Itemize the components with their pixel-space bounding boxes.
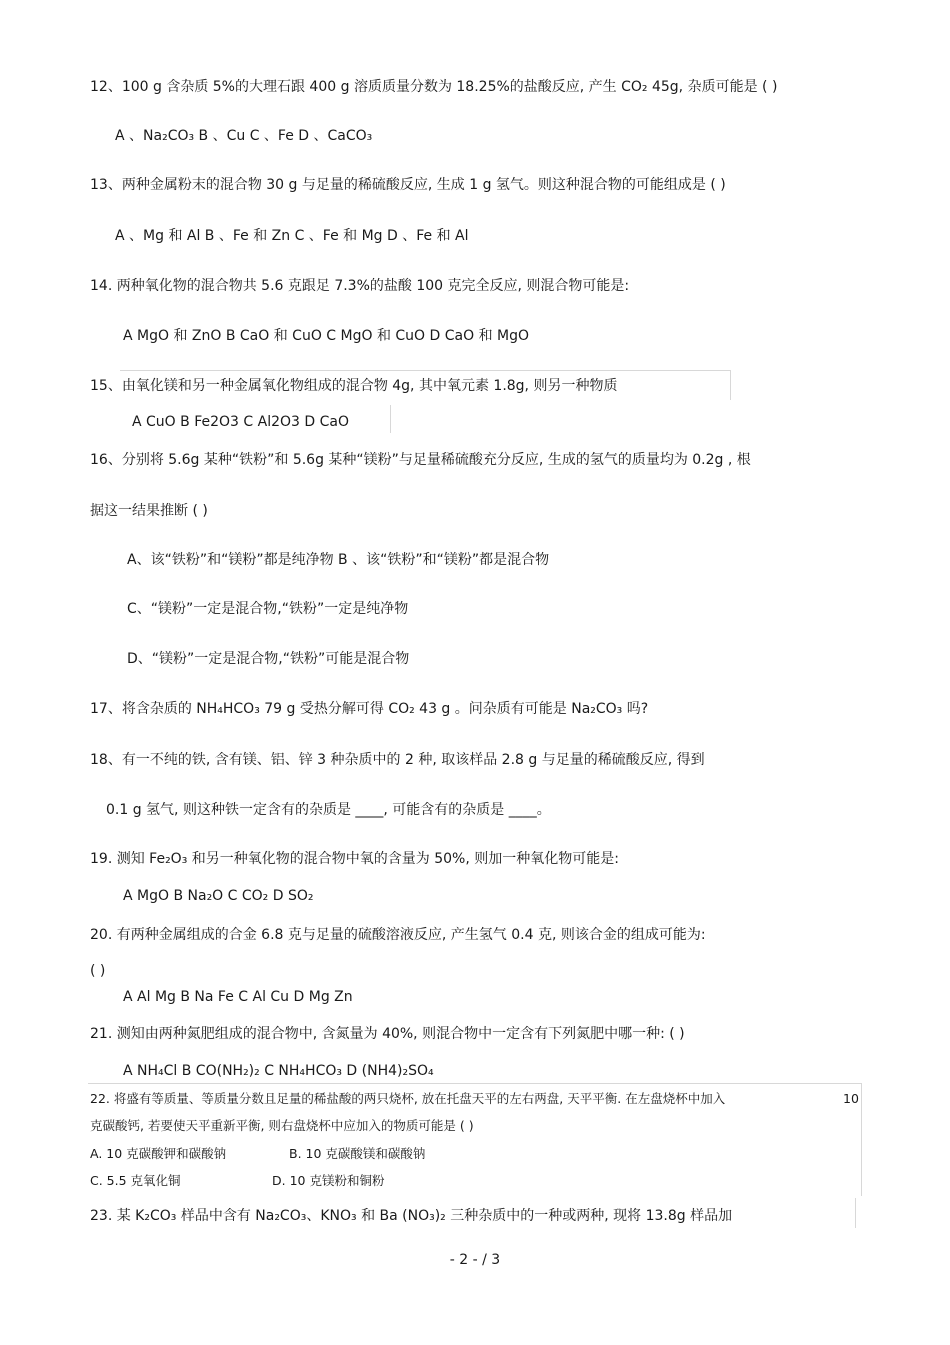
- q20-stem-line2: ( ): [90, 963, 106, 979]
- q12-options: A 、Na₂CO₃ B 、Cu C 、Fe D 、CaCO₃: [115, 128, 373, 144]
- q12-stem: 12、100 g 含杂质 5%的大理石跟 400 g 溶质质量分数为 18.25%的盐酸反应, 产生 CO₂ 45g, 杂质可能是 ( ): [90, 79, 778, 95]
- q16-option-d: D、“镁粉”一定是混合物,“铁粉”可能是混合物: [127, 651, 410, 667]
- q20-stem-line1: 20. 有两种金属组成的合金 6.8 克与足量的硫酸溶液反应, 产生氢气 0.4 克, 则该合金的组成可能为:: [90, 927, 706, 943]
- q22-stem-line1: 22. 将盛有等质量、等质量分数且足量的稀盐酸的两只烧杯, 放在托盘天平的左右两盘, 天平平衡. 在左盘烧杯中加入: [90, 1091, 726, 1106]
- q15-stem: 15、由氧化镁和另一种金属氧化物组成的混合物 4g, 其中氧元素 1.8g, 则另一种物质: [90, 378, 618, 394]
- q16-option-c: C、“镁粉”一定是混合物,“铁粉”一定是纯净物: [127, 601, 409, 617]
- q14-options: A MgO 和 ZnO B CaO 和 CuO C MgO 和 CuO D CaO 和 MgO: [123, 328, 530, 344]
- q19-stem: 19. 测知 Fe₂O₃ 和另一种氧化物的混合物中氧的含量为 50%, 则加一种氧化物可能是:: [90, 851, 619, 867]
- q16-stem-line1: 16、分别将 5.6g 某种“铁粉”和 5.6g 某种“镁粉”与足量稀硫酸充分反应, 生成的氢气的质量均为 0.2g , 根: [90, 452, 751, 468]
- q21-stem: 21. 测知由两种氮肥组成的混合物中, 含氮量为 40%, 则混合物中一定含有下列氮肥中哪一种: ( ): [90, 1026, 685, 1042]
- q22-option-d: D. 10 克镁粉和铜粉: [272, 1173, 385, 1188]
- q18-stem-line2: 0.1 g 氢气, 则这种铁一定含有的杂质是 ____, 可能含有的杂质是 ____。: [106, 802, 551, 818]
- q13-stem: 13、两种金属粉末的混合物 30 g 与足量的稀硫酸反应, 生成 1 g 氢气。则这种混合物的可能组成是 ( ): [90, 177, 726, 193]
- q22-stem-line1-tail: 10: [843, 1091, 859, 1106]
- q15-options: A CuO B Fe2O3 C Al2O3 D CaO: [132, 414, 349, 430]
- q16-options-ab: A、该“铁粉”和“镁粉”都是纯净物 B 、该“铁粉”和“镁粉”都是混合物: [127, 552, 550, 568]
- q23-stem: 23. 某 K₂CO₃ 样品中含有 Na₂CO₃、KNO₃ 和 Ba (NO₃)₂ 三种杂质中的一种或两种, 现将 13.8g 样品加: [90, 1208, 733, 1224]
- q16-stem-line2: 据这一结果推断 ( ): [90, 503, 208, 519]
- q13-options: A 、Mg 和 Al B 、Fe 和 Zn C 、Fe 和 Mg D 、Fe 和 Al: [115, 228, 469, 244]
- q22-stem-line2: 克碳酸钙, 若要使天平重新平衡, 则右盘烧杯中应加入的物质可能是 ( ): [90, 1118, 474, 1133]
- q14-stem: 14. 两种氧化物的混合物共 5.6 克跟足 7.3%的盐酸 100 克完全反应, 则混合物可能是:: [90, 278, 630, 294]
- page-number: - 2 - / 3: [449, 1252, 501, 1268]
- q22-option-a: A. 10 克碳酸钾和碳酸钠: [90, 1146, 227, 1161]
- q18-stem-line1: 18、有一不纯的铁, 含有镁、铝、锌 3 种杂质中的 2 种, 取该样品 2.8 g 与足量的稀硫酸反应, 得到: [90, 752, 705, 768]
- q20-options: A Al Mg B Na Fe C Al Cu D Mg Zn: [123, 989, 353, 1005]
- q22-option-c: C. 5.5 克氧化铜: [90, 1173, 181, 1188]
- q19-options: A MgO B Na₂O C CO₂ D SO₂: [123, 888, 314, 904]
- q21-options: A NH₄Cl B CO(NH₂)₂ C NH₄HCO₃ D (NH4)₂SO₄: [123, 1063, 434, 1079]
- q22-option-b: B. 10 克碳酸镁和碳酸钠: [289, 1146, 426, 1161]
- q17-stem: 17、将含杂质的 NH₄HCO₃ 79 g 受热分解可得 CO₂ 43 g 。问杂质有可能是 Na₂CO₃ 吗?: [90, 701, 649, 717]
